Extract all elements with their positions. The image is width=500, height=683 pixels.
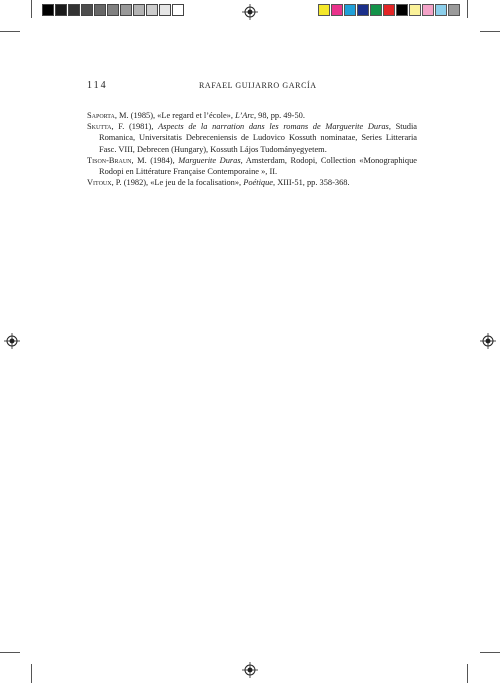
color-swatch [318, 4, 330, 16]
crop-mark [31, 664, 32, 683]
registration-mark-icon [480, 333, 496, 349]
gray-swatch [159, 4, 171, 16]
gray-swatch [68, 4, 80, 16]
color-swatch [435, 4, 447, 16]
gray-swatch [55, 4, 67, 16]
color-swatch [396, 4, 408, 16]
bibliography-entry [87, 177, 417, 188]
bibliography-entry [87, 110, 417, 121]
entry-text: , F. (1981), [111, 122, 159, 132]
entry-text: , Studia Romanica, Universitatis Debreceniensis de Ludovico Kossuth nominatae, Series Litteraria Fasc. VIII, Debrecen (Hungary), Kossuth Lájos Tudományegyetem. [99, 122, 417, 154]
color-swatch [357, 4, 369, 16]
running-head: RAFAEL GUIJARRO GARCÍA [199, 81, 317, 90]
color-swatch [344, 4, 356, 16]
bibliography-list [87, 110, 417, 188]
entry-title: L’Arc [235, 111, 254, 120]
bibliography-entry [87, 121, 417, 155]
registration-mark-icon [4, 333, 20, 349]
gray-swatch [42, 4, 54, 16]
color-swatch [331, 4, 343, 16]
entry-title: Aspects de la narration dans les romans de Marguerite Duras [158, 122, 389, 132]
crop-mark [0, 652, 20, 653]
gray-swatch [120, 4, 132, 16]
entry-author: Vitoux [87, 178, 112, 188]
entry-text: , M. (1985), «Le regard et l’école», [114, 111, 236, 120]
process-color-bar [318, 4, 461, 16]
crop-mark [467, 664, 468, 683]
page-number: 114 [87, 80, 108, 91]
gray-swatch [146, 4, 158, 16]
color-swatch [370, 4, 382, 16]
registration-mark-icon [242, 4, 258, 20]
color-swatch [448, 4, 460, 16]
gray-swatch [107, 4, 119, 16]
entry-text: , P. (1982), «Le jeu de la focalisation», [111, 178, 244, 188]
page-header [87, 80, 417, 94]
crop-mark [480, 652, 500, 653]
crop-mark [467, 0, 468, 18]
entry-author: Tison-Braun [87, 155, 132, 165]
entry-title: Marguerite Duras [178, 155, 241, 165]
crop-mark [31, 0, 32, 18]
registration-mark-icon [242, 662, 258, 678]
gray-swatch [81, 4, 93, 16]
color-swatch [409, 4, 421, 16]
gray-swatch [94, 4, 106, 16]
gray-swatch [133, 4, 145, 16]
entry-author: Saporta [87, 111, 115, 120]
entry-text: , M. (1984), [131, 155, 179, 165]
entry-author: Skutta [87, 122, 112, 132]
gray-swatch [172, 4, 184, 16]
color-swatch [422, 4, 434, 16]
crop-mark [480, 31, 500, 32]
bibliography-entry [87, 155, 417, 177]
grayscale-color-bar [42, 4, 185, 16]
entry-text: , XIII-51, pp. 358-368. [273, 178, 350, 188]
entry-title: Poétique [243, 178, 274, 188]
color-swatch [383, 4, 395, 16]
entry-text: , 98, pp. 49-50. [253, 111, 305, 120]
crop-mark [0, 31, 20, 32]
entry-text: , Amsterdam, Rodopi, Collection «Monographique Rodopi en Littérature Française Contemporaine », II. [99, 155, 417, 177]
